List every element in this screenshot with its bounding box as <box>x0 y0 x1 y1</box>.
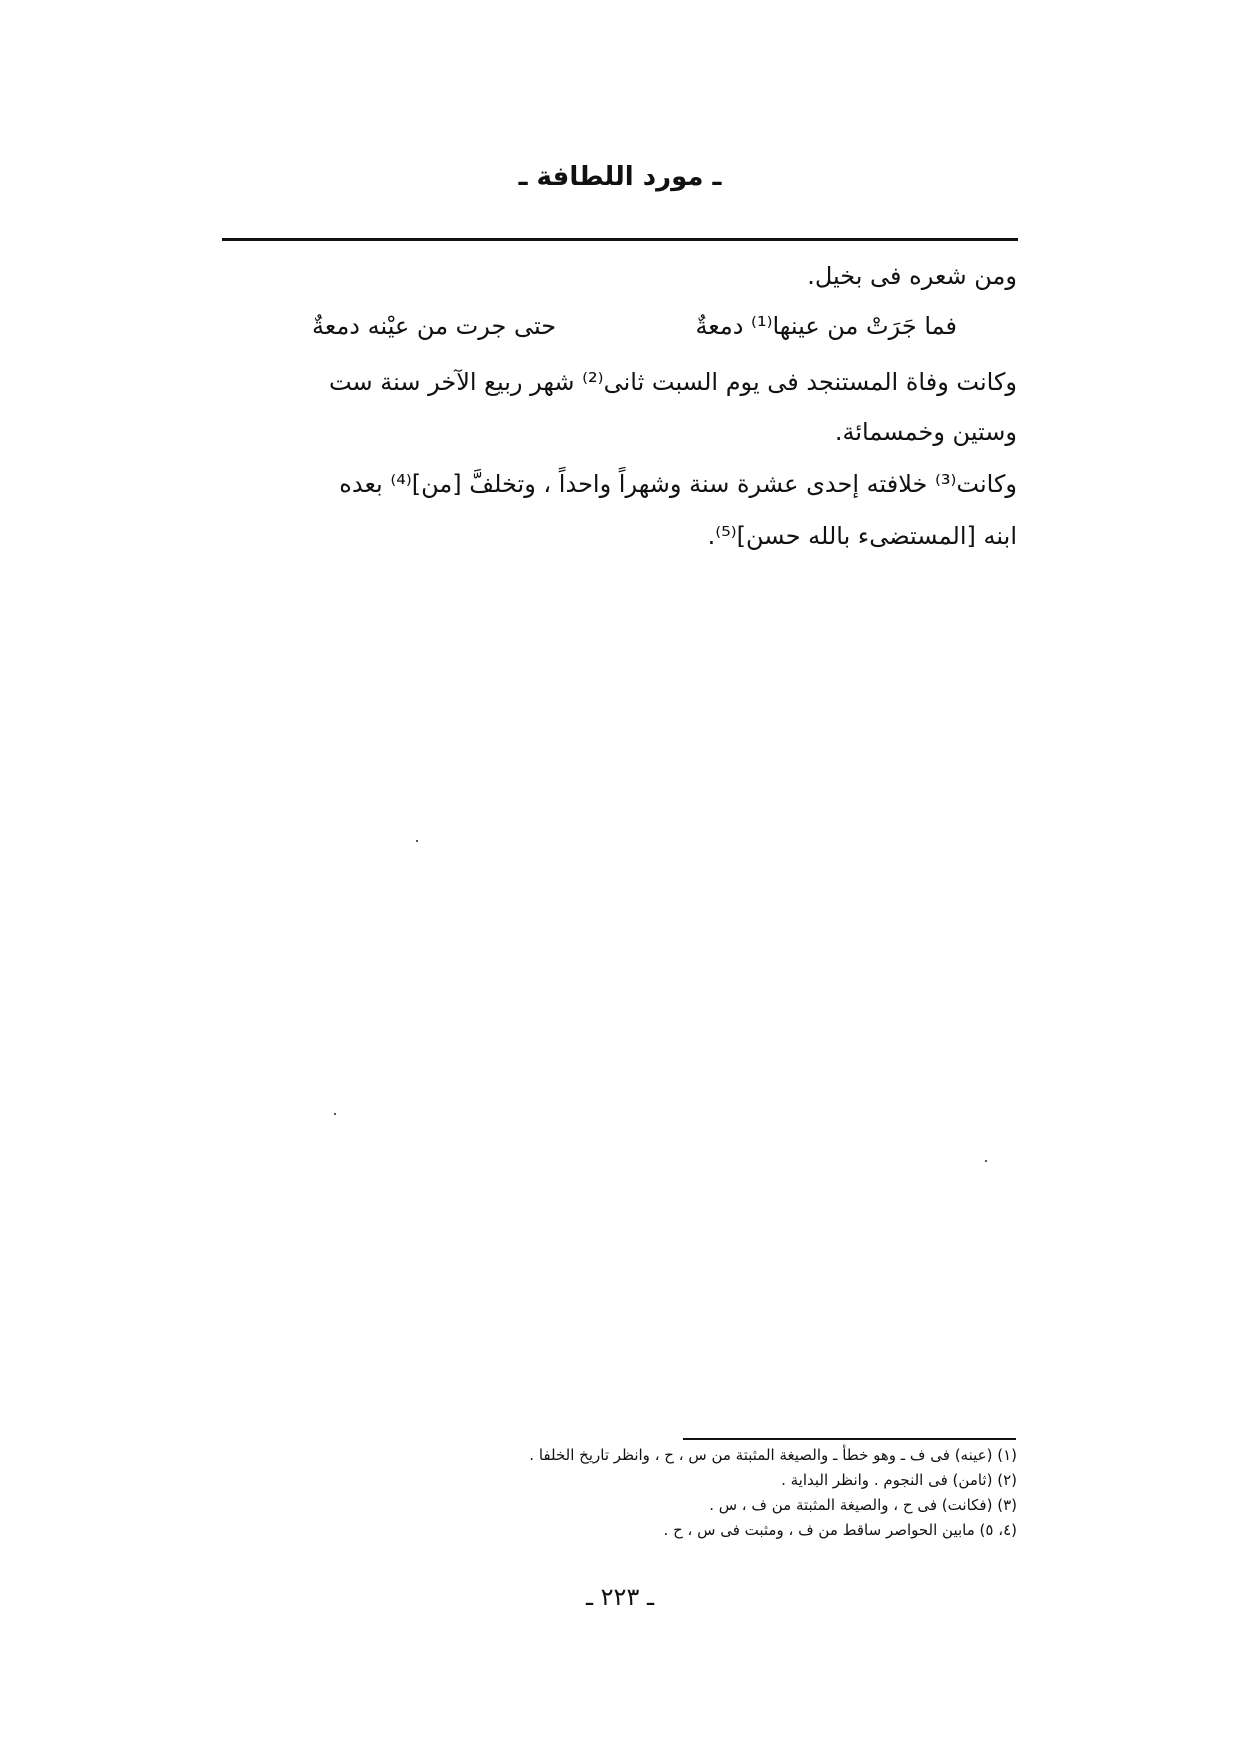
body-line-6: ابنه [المستضىء بالله حسن]⁽⁵⁾. <box>707 522 1017 550</box>
poem-verse <box>212 312 1017 352</box>
running-header: ـ مورد اللطافة ـ <box>518 162 722 192</box>
body-line-1: ومن شعره فى بخيل. <box>807 262 1017 290</box>
footnote-2: (٢) (ثامن) فى النجوم . وانظر البداية . <box>781 1471 1017 1489</box>
footnote-rule <box>683 1438 1016 1440</box>
body-line-3: وكانت وفاة المستنجد فى يوم السبت ثانى⁽²⁾ شهر ربيع الآخر سنة ست <box>328 368 1017 396</box>
footnote-3: (٣) (فكانت) فى ح ، والصيغة المثبتة من ف ، س . <box>709 1496 1017 1514</box>
footnote-4: (٤، ٥) مابين الحواصر ساقط من ف ، ومثبت فى س ، ح . <box>663 1521 1017 1539</box>
body-line-5: وكانت⁽³⁾ خلافته إحدى عشرة سنة وشهراً واحداً ، وتخلفَّ [من]⁽⁴⁾ بعده <box>339 470 1017 498</box>
scan-speck <box>985 1160 987 1162</box>
verse-second-hemistich: حتى جرت من عيْنه دمعةٌ <box>312 312 557 340</box>
body-line-4: وستين وخمسمائة. <box>834 418 1017 446</box>
footnote-1: (١) (عينه) فى ف ـ وهو خطأ ـ والصيغة المثبتة من س ، ح ، وانظر تاريخ الخلفا . <box>529 1446 1017 1464</box>
scan-speck <box>416 840 418 842</box>
verse-first-hemistich: فما جَرَتْ من عينها⁽¹⁾ دمعةٌ <box>695 312 957 340</box>
header-rule <box>222 238 1018 241</box>
page-number: ـ ٢٢٣ ـ <box>585 1583 654 1611</box>
scan-speck <box>334 1113 336 1115</box>
